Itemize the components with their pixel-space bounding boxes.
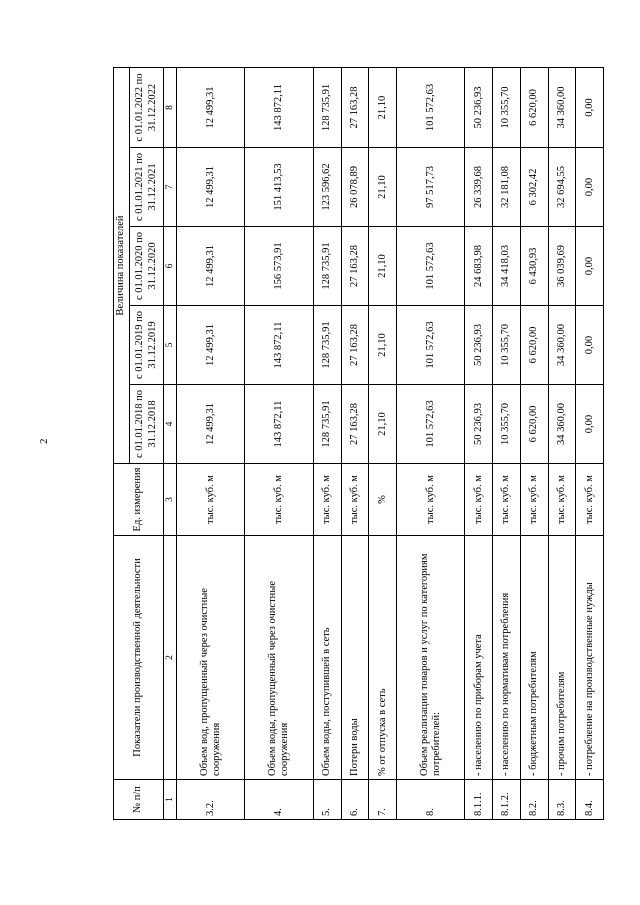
row-value: 21,10: [369, 68, 397, 148]
header-period: с 01.01.2019 по 31.12.2019: [130, 306, 164, 385]
row-value: 32 181,08: [493, 148, 521, 227]
row-value: 12 499,31: [177, 385, 245, 464]
row-number: 8.3.: [548, 780, 576, 820]
row-value: 97 517,73: [396, 148, 464, 227]
row-value: 26 339,68: [465, 148, 493, 227]
column-index: 4: [164, 385, 177, 464]
row-unit: тыс. куб. м: [548, 464, 576, 536]
table-header-row: [114, 68, 130, 820]
row-value: 101 572,63: [396, 68, 464, 148]
table-row: [396, 68, 464, 820]
header-indicator: Показатели производственной деятельности: [114, 536, 164, 780]
row-unit: %: [369, 464, 397, 536]
row-value: 143 872,11: [245, 385, 313, 464]
column-index-row: [164, 68, 177, 820]
row-value: 21,10: [369, 306, 397, 385]
row-label: Объем реализации товаров и услуг по категориям потребителей:: [396, 536, 464, 780]
row-number: 8.4.: [576, 780, 604, 820]
header-unit: Ед. измерения: [114, 464, 164, 536]
table-row: [493, 68, 521, 820]
row-value: 6 620,00: [520, 306, 548, 385]
row-value: 128 735,91: [313, 68, 341, 148]
table-row: [576, 68, 604, 820]
row-value: 12 499,31: [177, 227, 245, 306]
row-number: 7.: [369, 780, 397, 820]
row-value: 128 735,91: [313, 227, 341, 306]
row-value: 0,00: [576, 68, 604, 148]
header-nn: № п/п: [114, 780, 164, 820]
row-value: 27 163,28: [341, 68, 369, 148]
header-period: с 01.01.2021 по 31.12.2021: [130, 148, 164, 227]
table-row: [177, 68, 245, 820]
row-value: 6 620,00: [520, 68, 548, 148]
row-number: 8.2.: [520, 780, 548, 820]
row-label: Объем воды, поступившей в сеть: [313, 536, 341, 780]
row-value: 50 236,93: [465, 306, 493, 385]
row-value: 24 683,98: [465, 227, 493, 306]
table-row: [341, 68, 369, 820]
table-row: [520, 68, 548, 820]
indicators-table: [113, 67, 604, 820]
row-unit: тыс. куб. м: [520, 464, 548, 536]
table-row: [369, 68, 397, 820]
table-row: [465, 68, 493, 820]
row-value: 123 596,62: [313, 148, 341, 227]
rotated-table-wrapper: [113, 68, 604, 820]
row-value: 101 572,63: [396, 227, 464, 306]
row-value: 12 499,31: [177, 68, 245, 148]
row-value: 128 735,91: [313, 306, 341, 385]
column-index: 7: [164, 148, 177, 227]
row-value: 34 360,00: [548, 306, 576, 385]
row-number: 8.1.2.: [493, 780, 521, 820]
row-value: 156 573,91: [245, 227, 313, 306]
row-label: % от отпуска в сеть: [369, 536, 397, 780]
row-value: 101 572,63: [396, 306, 464, 385]
row-number: 6.: [341, 780, 369, 820]
row-value: 0,00: [576, 227, 604, 306]
row-number: 4.: [245, 780, 313, 820]
row-label: Объем вод, пропущенный через очистные сооружения: [177, 536, 245, 780]
row-value: 27 163,28: [341, 306, 369, 385]
row-number: 8.1.1.: [465, 780, 493, 820]
row-value: 27 163,28: [341, 227, 369, 306]
row-label: - населению по нормативам потребления: [493, 536, 521, 780]
header-period: с 01.01.2020 по 31.12.2020: [130, 227, 164, 306]
table-row: [245, 68, 313, 820]
row-value: 6 620,00: [520, 385, 548, 464]
row-value: 34 360,00: [548, 385, 576, 464]
header-period: с 01.01.2022 по 31.12.2022: [130, 68, 164, 148]
row-label: - населению по приборам учета: [465, 536, 493, 780]
column-index: 3: [164, 464, 177, 536]
row-value: 50 236,93: [465, 385, 493, 464]
row-label: Потери воды: [341, 536, 369, 780]
row-value: 10 355,70: [493, 385, 521, 464]
row-value: 151 413,53: [245, 148, 313, 227]
row-value: 143 872,11: [245, 306, 313, 385]
row-unit: тыс. куб. м: [313, 464, 341, 536]
table-row: [548, 68, 576, 820]
row-label: - бюджетным потребителям: [520, 536, 548, 780]
row-unit: тыс. куб. м: [245, 464, 313, 536]
row-value: 21,10: [369, 385, 397, 464]
row-label: - потребление на производственные нужды: [576, 536, 604, 780]
row-value: 32 694,55: [548, 148, 576, 227]
row-value: 50 236,93: [465, 68, 493, 148]
row-value: 34 360,00: [548, 68, 576, 148]
row-number: 3.2.: [177, 780, 245, 820]
row-value: 6 302,42: [520, 148, 548, 227]
column-index: 6: [164, 227, 177, 306]
row-value: 12 499,31: [177, 148, 245, 227]
column-index: 1: [164, 780, 177, 820]
row-value: 10 355,70: [493, 68, 521, 148]
row-value: 101 572,63: [396, 385, 464, 464]
row-value: 21,10: [369, 148, 397, 227]
row-value: 6 430,93: [520, 227, 548, 306]
row-value: 10 355,70: [493, 306, 521, 385]
row-value: 143 872,11: [245, 68, 313, 148]
column-index: 2: [164, 536, 177, 780]
table-body: [177, 68, 604, 820]
header-period: с 01.01.2018 по 31.12.2018: [130, 385, 164, 464]
row-value: 12 499,31: [177, 306, 245, 385]
row-value: 36 039,69: [548, 227, 576, 306]
column-index: 5: [164, 306, 177, 385]
row-unit: тыс. куб. м: [177, 464, 245, 536]
row-value: 27 163,28: [341, 385, 369, 464]
row-number: 5.: [313, 780, 341, 820]
row-label: Объем воды, пропущенный через очистные сооружения: [245, 536, 313, 780]
row-value: 0,00: [576, 148, 604, 227]
row-unit: тыс. куб. м: [465, 464, 493, 536]
row-unit: тыс. куб. м: [576, 464, 604, 536]
table-row: [313, 68, 341, 820]
column-index: 8: [164, 68, 177, 148]
row-unit: тыс. куб. м: [341, 464, 369, 536]
row-value: 21,10: [369, 227, 397, 306]
row-value: 128 735,91: [313, 385, 341, 464]
row-unit: тыс. куб. м: [493, 464, 521, 536]
row-number: 8.: [396, 780, 464, 820]
row-value: 0,00: [576, 385, 604, 464]
row-value: 0,00: [576, 306, 604, 385]
row-label: - прочим потребителям: [548, 536, 576, 780]
page-number: 2: [38, 438, 50, 444]
header-group: Величина показателей: [114, 68, 130, 464]
row-value: 26 078,89: [341, 148, 369, 227]
row-unit: тыс. куб. м: [396, 464, 464, 536]
row-value: 34 418,03: [493, 227, 521, 306]
